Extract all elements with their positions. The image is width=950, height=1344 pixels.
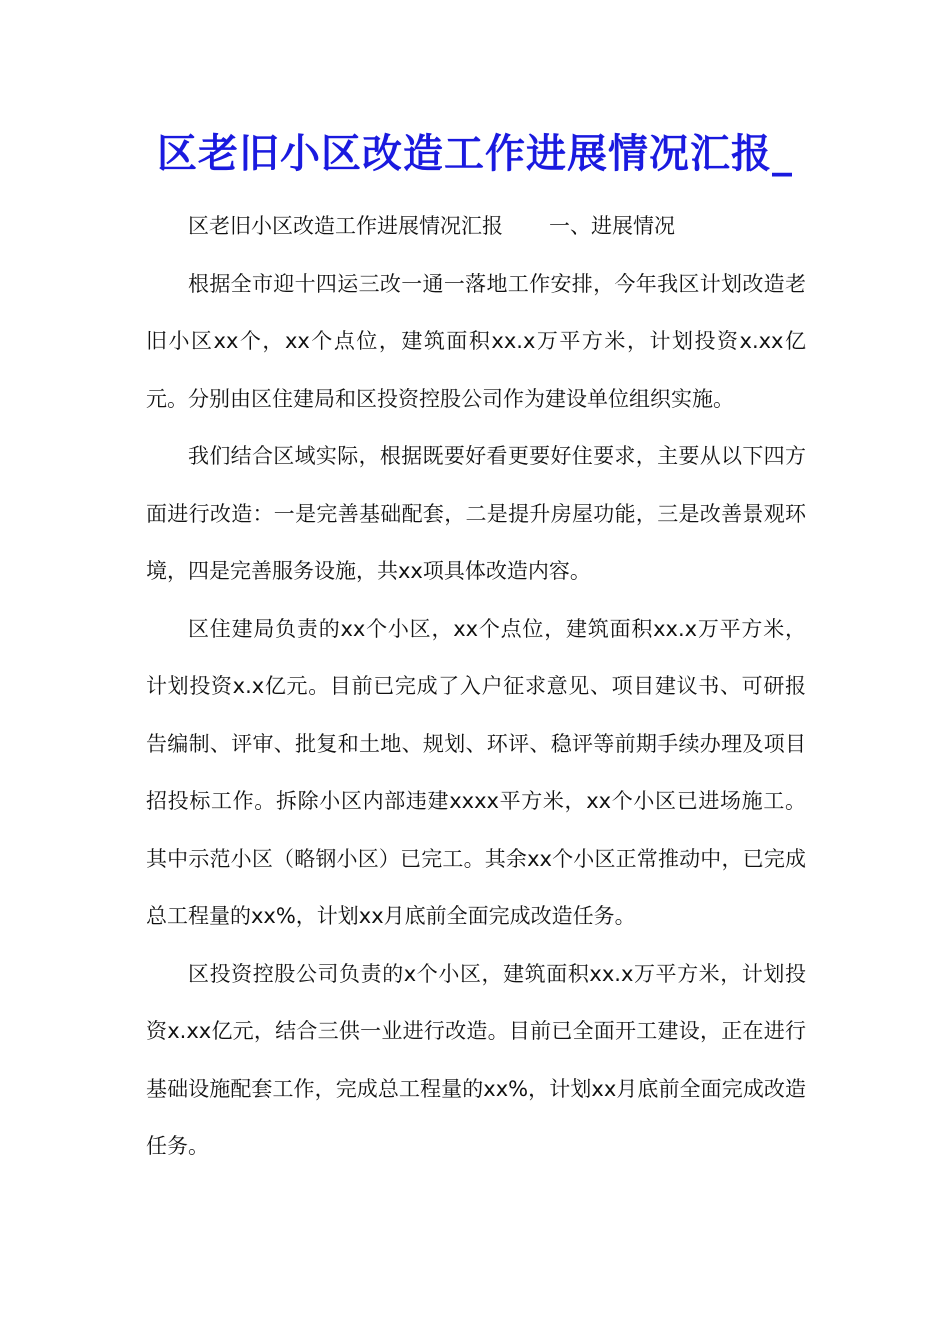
paragraph-4: 区投资控股公司负责的x个小区，建筑面积xx.x万平方米，计划投资x.xx亿元，结合三供一业进行改造。目前已全面开工建设，正在进行基础设施配套工作，完成总工程量的xx%，计划xx月底前全面完成改造任务。 (146, 961, 806, 1158)
document-title: 区老旧小区改造工作进展情况汇报_ (157, 130, 793, 177)
section-heading: 一、进展情况 (549, 214, 675, 238)
paragraph-1: 根据全市迎十四运三改一通一落地工作安排，今年我区计划改造老旧小区xx个，xx个点位，建筑面积xx.x万平方米，计划投资x.xx亿元。分别由区住建局和区投资控股公司作为建设单位组织实施。 (146, 271, 806, 411)
paragraph-2: 我们结合区域实际，根据既要好看更要好住要求，主要从以下四方面进行改造：一是完善基础配套，二是提升房屋功能，三是改善景观环境，四是完善服务设施，共xx项具体改造内容。 (146, 444, 806, 583)
document-body (146, 198, 806, 1176)
intro-line (146, 198, 806, 256)
paragraph-3: 区住建局负责的xx个小区，xx个点位，建筑面积xx.x万平方米，计划投资x.x亿元。目前已完成了入户征求意见、项目建议书、可研报告编制、评审、批复和土地、规划、环评、稳评等前期手续办理及项目招投标工作。拆除小区内部违建xxxx平方米，xx个小区已进场施工。其中示范小区（略钢小区）已完工。其余xx个小区正常推动中，已完成总工程量的xx%，计划xx月底前全面完成改造任务。 (146, 616, 806, 928)
intro-heading: 区老旧小区改造工作进展情况汇报 (188, 214, 503, 238)
